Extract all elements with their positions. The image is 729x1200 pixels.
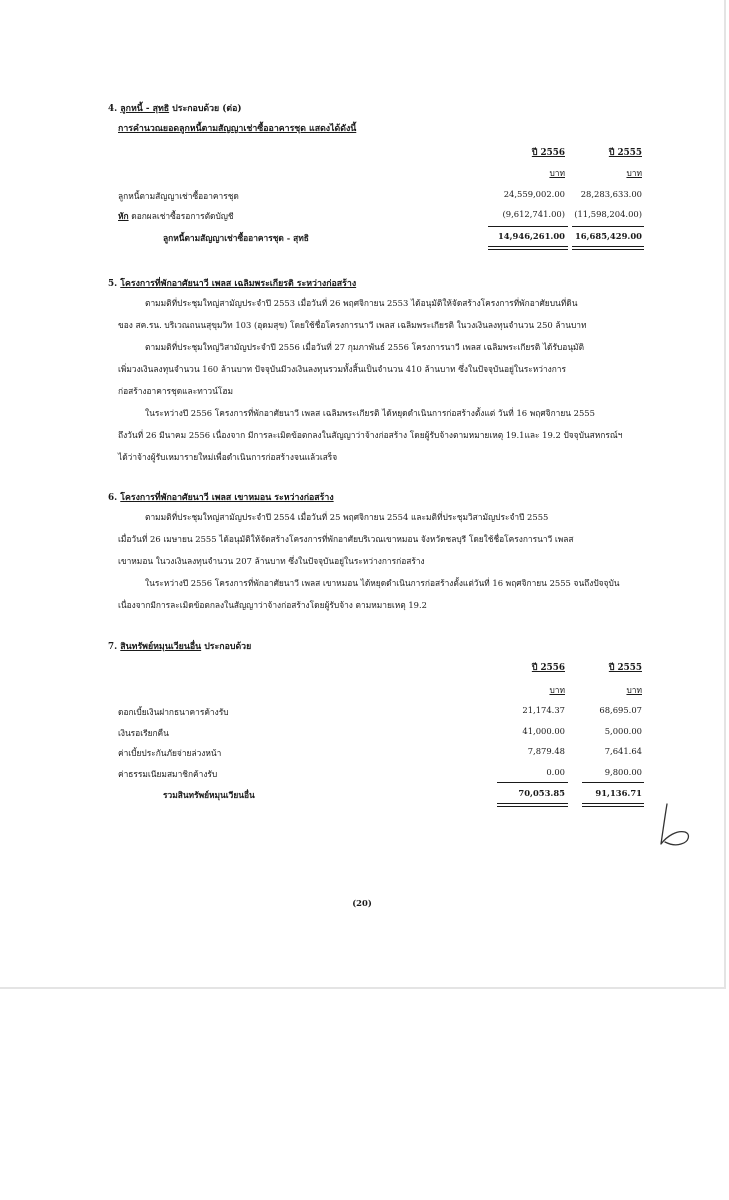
total-double-rule [497, 803, 568, 807]
paragraph-line: ได้ว่าจ้างผู้รับเหมารายใหม่เพื่อดำเนินการก่อสร้างจนแล้วเสร็จ [118, 452, 338, 462]
paragraph-line: ในระหว่างปี 2556 โครงการที่พักอาศัยนาวี เพลส เฉลิมพระเกียรติ ได้หยุดดำเนินการก่อสร้างตั้งแต่ วันที่ 16 พฤศจิกายน 2555 [145, 408, 595, 418]
paragraph-line: ตามมติที่ประชุมใหญ่สามัญประจำปี 2554 เมื่อวันที่ 25 พฤศจิกายน 2554 และมติที่ประชุมวิสามัญประจำปี 2555 [145, 512, 549, 522]
value-2556: 41,000.00 [522, 726, 565, 736]
row-label: ลูกหนี้ตามสัญญาเช่าซื้ออาคารชุด [118, 191, 239, 201]
section-5-heading: 5. โครงการที่พักอาศัยนาวี เพลส เฉลิมพระเกียรติ ระหว่างก่อสร้าง [108, 279, 357, 289]
section-4-heading: 4. ลูกหนี้ - สุทธิ ประกอบด้วย (ต่อ) [108, 104, 242, 114]
total-double-rule [572, 246, 644, 250]
value-2555: 7,641.64 [604, 746, 642, 756]
total-label: รวมสินทรัพย์หมุนเวียนอื่น [163, 790, 255, 800]
subtotal-rule [582, 782, 644, 783]
unit-label-2556: บาท [549, 168, 565, 178]
col-header-2556: ปี 2556 [531, 663, 565, 673]
paragraph-line: ของ สค.รน. บริเวณถนนสุขุมวิท 103 (อุดมสุข) โดยใช้ชื่อโครงการนาวี เพลส เฉลิมพระเกียรติ ในวงเงินลงทุนจำนวน 250 ล้านบาท [118, 320, 587, 330]
paragraph-line: ตามมติที่ประชุมใหญ่วิสามัญประจำปี 2556 เมื่อวันที่ 27 กุมภาพันธ์ 2556 โครงการนาวี เพลส เฉลิมพระเกียรติ ได้รับอนุมัติ [145, 342, 585, 352]
value-2556: 24,559,002.00 [503, 189, 565, 199]
row-label: ค่าเบี้ยประกันภัยจ่ายล่วงหน้า [118, 748, 222, 758]
unit-label-2556: บาท [549, 685, 565, 695]
value-2555: 5,000.00 [604, 726, 642, 736]
unit-label-2555: บาท [626, 168, 642, 178]
paragraph-line: ก่อสร้างอาคารชุดและทาวน์โฮม [118, 386, 233, 396]
paragraph-line: เขาหมอน ในวงเงินลงทุนจำนวน 207 ล้านบาท ซึ่งในปัจจุบันอยู่ในระหว่างการก่อสร้าง [118, 556, 425, 566]
row-label: ดอกเบี้ยเงินฝากธนาคารค้างรับ [118, 707, 229, 717]
paragraph-line: เพิ่มวงเงินลงทุนจำนวน 160 ล้านบาท ปัจจุบันมีวงเงินลงทุนรวมทั้งสิ้นเป็นจำนวน 410 ล้านบาท ซึ่งในปัจจุบันอยู่ในระหว่างการ [118, 364, 567, 374]
total-double-rule [582, 803, 644, 807]
section-6-heading: 6. โครงการที่พักอาศัยนาวี เพลส เขาหมอน ระหว่างก่อสร้าง [108, 493, 334, 503]
col-header-2555: ปี 2555 [608, 148, 642, 158]
subtotal-rule [497, 782, 568, 783]
value-2556: 0.00 [546, 767, 565, 777]
section-7-heading: 7. สินทรัพย์หมุนเวียนอื่น ประกอบด้วย [108, 642, 252, 652]
paragraph-line: ถึงวันที่ 26 มีนาคม 2556 เนื่องจาก มีการละเมิดข้อตกลงในสัญญาว่าจ้างก่อสร้าง โดยผู้รับจ้างตามหมายเหตุ 19.1และ 19.2 ปัจจุบันสหกรณ์ฯ [118, 430, 623, 440]
paragraph-line: เมื่อวันที่ 26 เมษายน 2555 ได้อนุมัติให้จัดสร้างโครงการที่พักอาศัยบริเวณเขาหมอน จังหวัดชลบุรี โดยใช้ชื่อโครงการนาวี เพลส [118, 534, 574, 544]
paragraph-line: ตามมติที่ประชุมใหญ่สามัญประจำปี 2553 เมื่อวันที่ 26 พฤศจิกายน 2553 ได้อนุมัติให้จัดสร้างโครงการที่พักอาศัยบนที่ดิน [145, 298, 578, 308]
total-2555: 16,685,429.00 [574, 231, 642, 241]
row-label: เงินรอเรียกคืน [118, 728, 169, 738]
total-2556: 14,946,261.00 [497, 231, 565, 241]
row-label: หัก ดอกผลเช่าซื้อรอการตัดบัญชี [118, 211, 234, 221]
value-2555: 68,695.07 [599, 705, 642, 715]
total-2556: 70,053.85 [518, 788, 565, 798]
row-label: ค่าธรรมเนียมสมาชิกค้างรับ [118, 769, 218, 779]
value-2556: 7,879.48 [527, 746, 565, 756]
subtotal-rule [488, 226, 568, 227]
subtotal-rule [572, 226, 644, 227]
col-header-2556: ปี 2556 [531, 148, 565, 158]
total-label: ลูกหนี้ตามสัญญาเช่าซื้ออาคารชุด - สุทธิ [163, 233, 309, 243]
section-4-subheading: การคำนวณยอดลูกหนี้ตามสัญญาเช่าซื้ออาคารชุด แสดงได้ดังนี้ [118, 124, 357, 134]
value-2555: 9,800.00 [604, 767, 642, 777]
paragraph-line: ในระหว่างปี 2556 โครงการที่พักอาศัยนาวี เพลส เขาหมอน ได้หยุดดำเนินการก่อสร้างตั้งแต่วันที่ 16 พฤศจิกายน 2555 จนถึงปัจจุบัน [145, 578, 620, 588]
total-double-rule [488, 246, 568, 250]
handwritten-initial-mark [655, 800, 699, 850]
unit-label-2555: บาท [626, 685, 642, 695]
page-number: (20) [352, 898, 372, 908]
value-2556: (9,612,741.00) [502, 209, 565, 219]
value-2556: 21,174.37 [522, 705, 565, 715]
paragraph-line: เนื่องจากมีการละเมิดข้อตกลงในสัญญาว่าจ้างก่อสร้างโดยผู้รับจ้าง ตามหมายเหตุ 19.2 [118, 600, 427, 610]
total-2555: 91,136.71 [595, 788, 642, 798]
value-2555: (11,598,204.00) [574, 209, 642, 219]
col-header-2555: ปี 2555 [608, 663, 642, 673]
value-2555: 28,283,633.00 [580, 189, 642, 199]
